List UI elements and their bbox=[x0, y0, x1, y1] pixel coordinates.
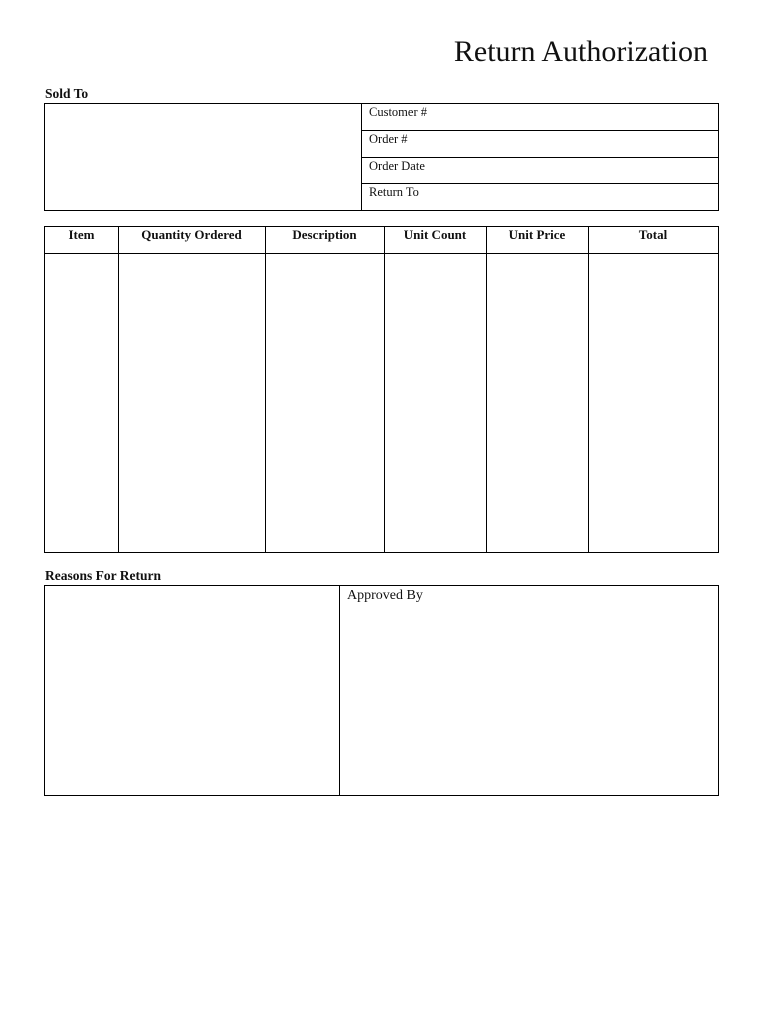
table-header-divider bbox=[45, 253, 718, 254]
column-header-description: Description bbox=[292, 227, 357, 242]
approved-by-field[interactable]: Approved By bbox=[347, 588, 423, 603]
column-divider bbox=[265, 227, 266, 552]
column-divider bbox=[588, 227, 589, 552]
items-table bbox=[44, 226, 719, 553]
column-header-unit-count: Unit Count bbox=[403, 227, 467, 242]
column-header-item: Item bbox=[68, 227, 95, 242]
reasons-divider bbox=[339, 586, 340, 795]
order-number-field[interactable]: Order # bbox=[362, 131, 718, 158]
sold-to-box bbox=[44, 103, 719, 211]
order-info-column bbox=[361, 104, 718, 210]
column-divider bbox=[486, 227, 487, 552]
column-header-quantity-ordered: Quantity Ordered bbox=[141, 227, 242, 242]
order-date-field[interactable]: Order Date bbox=[362, 158, 718, 184]
form-title: Return Authorization bbox=[453, 35, 708, 68]
column-divider bbox=[384, 227, 385, 552]
sold-to-label: Sold To bbox=[45, 86, 89, 101]
column-header-total: Total bbox=[638, 227, 668, 242]
reasons-for-return-label: Reasons For Return bbox=[45, 568, 161, 583]
reasons-box bbox=[44, 585, 719, 796]
customer-number-field[interactable]: Customer # bbox=[362, 104, 718, 131]
return-to-field[interactable]: Return To bbox=[369, 185, 419, 199]
column-header-unit-price: Unit Price bbox=[508, 227, 566, 242]
column-divider bbox=[118, 227, 119, 552]
